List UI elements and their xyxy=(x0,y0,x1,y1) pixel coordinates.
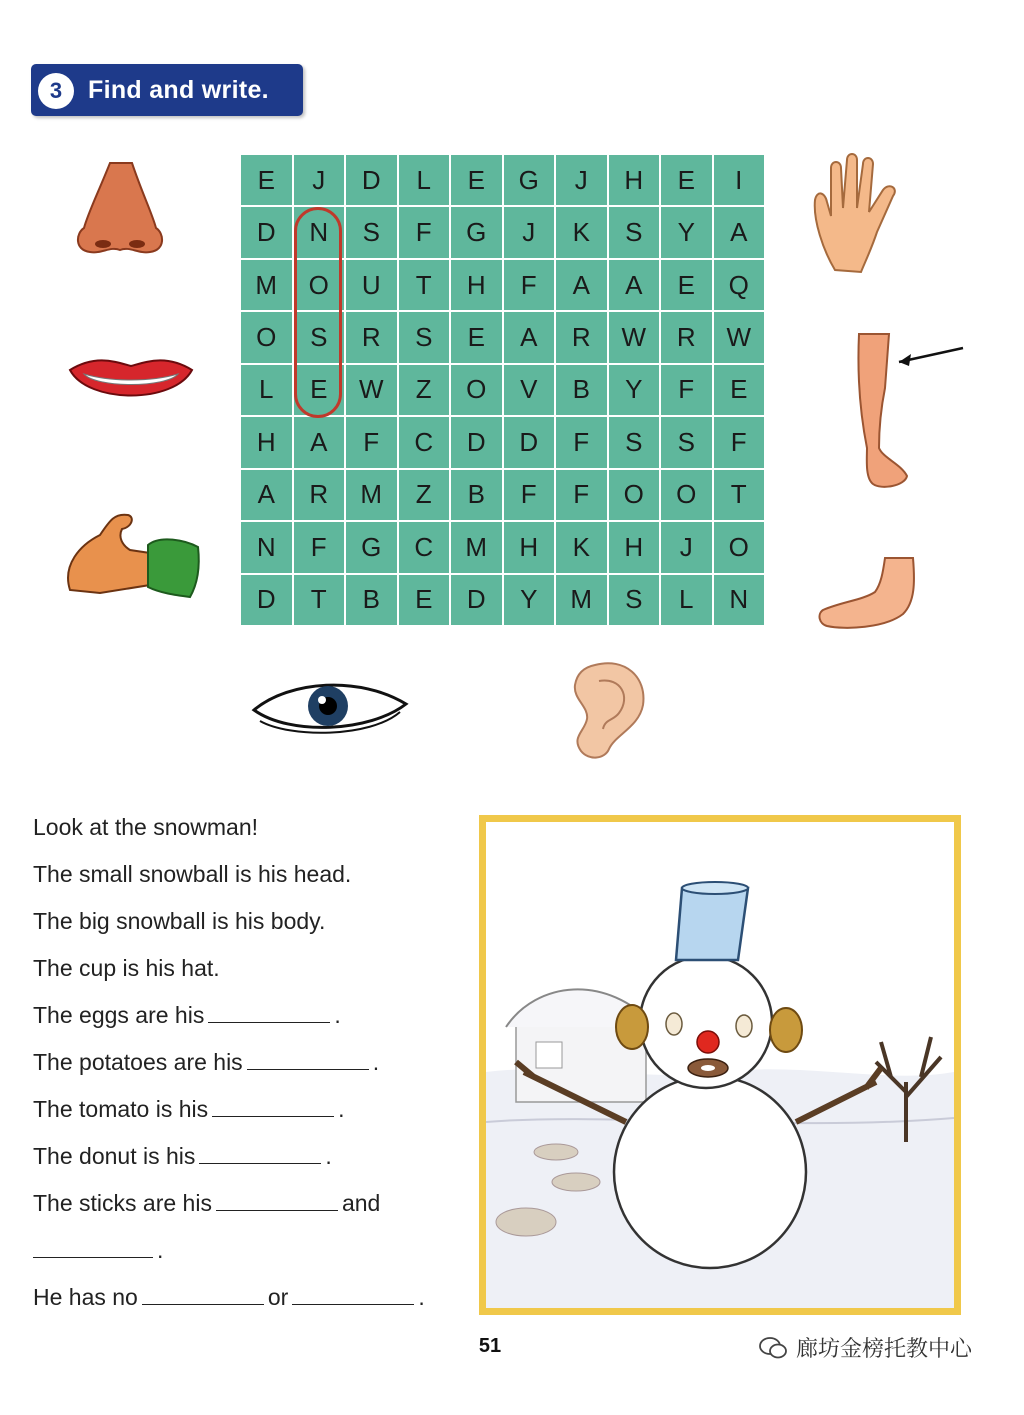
grid-cell: L xyxy=(241,365,292,415)
nose-icon xyxy=(70,158,170,258)
poem-line: He has no or . xyxy=(33,1284,425,1310)
arm-icon xyxy=(60,505,205,605)
exercise-title: Find and write. xyxy=(88,76,269,104)
grid-cell: R xyxy=(556,312,607,362)
grid-cell: M xyxy=(556,575,607,625)
poem-line: The tomato is his . xyxy=(33,1096,345,1122)
wechat-icon xyxy=(758,1335,788,1361)
grid-cell: G xyxy=(451,207,502,257)
eye-icon xyxy=(250,676,410,736)
grid-cell: A xyxy=(241,470,292,520)
grid-cell: Z xyxy=(399,470,450,520)
watermark-text: 廊坊金榜托教中心 xyxy=(796,1337,973,1362)
exercise-number: 3 xyxy=(38,73,74,109)
grid-cell: T xyxy=(714,470,765,520)
grid-cell: S xyxy=(399,312,450,362)
grid-cell: O xyxy=(451,365,502,415)
grid-cell: C xyxy=(399,417,450,467)
grid-cell: F xyxy=(294,522,345,572)
leg-icon xyxy=(845,328,970,496)
grid-cell: E xyxy=(451,155,502,205)
grid-cell: K xyxy=(556,522,607,572)
grid-cell: J xyxy=(294,155,345,205)
grid-cell: B xyxy=(451,470,502,520)
grid-cell: I xyxy=(714,155,765,205)
grid-cell: R xyxy=(294,470,345,520)
grid-cell: J xyxy=(661,522,712,572)
grid-cell: M xyxy=(451,522,502,572)
grid-cell: D xyxy=(504,417,555,467)
grid-cell: S xyxy=(609,207,660,257)
grid-cell: Y xyxy=(661,207,712,257)
foot-icon xyxy=(815,552,920,632)
grid-cell: O xyxy=(661,470,712,520)
grid-cell: E xyxy=(451,312,502,362)
grid-cell: T xyxy=(294,575,345,625)
grid-cell: O xyxy=(714,522,765,572)
grid-cell: M xyxy=(241,260,292,310)
watermark xyxy=(758,1332,972,1363)
grid-cell: Q xyxy=(714,260,765,310)
grid-cell: F xyxy=(504,260,555,310)
grid-cell: Y xyxy=(504,575,555,625)
grid-cell: D xyxy=(346,155,397,205)
grid-cell: C xyxy=(399,522,450,572)
hand-icon xyxy=(805,150,915,275)
grid-cell: H xyxy=(451,260,502,310)
grid-cell: S xyxy=(661,417,712,467)
grid-cell: F xyxy=(399,207,450,257)
grid-cell: H xyxy=(609,522,660,572)
grid-cell: N xyxy=(714,575,765,625)
grid-cell: E xyxy=(661,155,712,205)
grid-cell: W xyxy=(714,312,765,362)
poem-line: The donut is his . xyxy=(33,1143,332,1169)
answer-blank[interactable] xyxy=(247,1051,369,1070)
grid-cell: E xyxy=(294,365,345,415)
grid-cell: F xyxy=(504,470,555,520)
grid-cell: M xyxy=(346,470,397,520)
answer-blank[interactable] xyxy=(208,1004,330,1023)
grid-cell: K xyxy=(556,207,607,257)
answer-blank[interactable] xyxy=(142,1286,264,1305)
grid-cell: D xyxy=(241,575,292,625)
grid-cell: Y xyxy=(609,365,660,415)
grid-cell: E xyxy=(399,575,450,625)
grid-cell: U xyxy=(346,260,397,310)
mouth-icon xyxy=(66,352,196,412)
answer-blank[interactable] xyxy=(292,1286,414,1305)
grid-cell: R xyxy=(661,312,712,362)
grid-cell: Z xyxy=(399,365,450,415)
answer-blank[interactable] xyxy=(212,1098,334,1117)
poem-line: . xyxy=(33,1237,163,1264)
poem-line: The big snowball is his body. xyxy=(33,908,326,934)
grid-cell: A xyxy=(609,260,660,310)
answer-blank[interactable] xyxy=(216,1192,338,1211)
grid-cell: D xyxy=(241,207,292,257)
grid-cell: O xyxy=(241,312,292,362)
answer-blank[interactable] xyxy=(199,1145,321,1164)
grid-cell: L xyxy=(661,575,712,625)
poem-line: The eggs are his . xyxy=(33,1002,341,1028)
poem-line: Look at the snowman! xyxy=(33,814,259,840)
snowman-illustration xyxy=(486,822,954,1308)
page-number: 51 xyxy=(478,1335,502,1357)
ear-icon xyxy=(565,657,655,762)
grid-cell: V xyxy=(504,365,555,415)
grid-cell: W xyxy=(346,365,397,415)
poem-line: The potatoes are his . xyxy=(33,1049,380,1075)
grid-cell: H xyxy=(609,155,660,205)
grid-cell: O xyxy=(294,260,345,310)
grid-cell: B xyxy=(346,575,397,625)
answer-blank[interactable] xyxy=(33,1239,153,1258)
poem-line: The sticks are his and xyxy=(33,1190,381,1216)
grid-cell: N xyxy=(241,522,292,572)
grid-cell: J xyxy=(556,155,607,205)
grid-cell: H xyxy=(504,522,555,572)
grid-cell: T xyxy=(399,260,450,310)
grid-cell: G xyxy=(504,155,555,205)
poem-line: The small snowball is his head. xyxy=(33,861,352,887)
grid-cell: W xyxy=(609,312,660,362)
grid-cell: B xyxy=(556,365,607,415)
grid-cell: A xyxy=(714,207,765,257)
grid-cell: R xyxy=(346,312,397,362)
grid-cell: O xyxy=(609,470,660,520)
grid-cell: A xyxy=(504,312,555,362)
grid-cell: E xyxy=(661,260,712,310)
grid-cell: F xyxy=(556,470,607,520)
grid-cell: L xyxy=(399,155,450,205)
grid-cell: D xyxy=(451,417,502,467)
grid-cell: S xyxy=(294,312,345,362)
grid-cell: G xyxy=(346,522,397,572)
grid-cell: F xyxy=(556,417,607,467)
poem-line: The cup is his hat. xyxy=(33,955,220,981)
found-word-highlight xyxy=(294,207,342,418)
grid-cell: S xyxy=(609,575,660,625)
grid-cell: A xyxy=(294,417,345,467)
grid-cell: A xyxy=(556,260,607,310)
grid-cell: F xyxy=(714,417,765,467)
grid-cell: H xyxy=(241,417,292,467)
grid-cell: N xyxy=(294,207,345,257)
grid-cell: E xyxy=(714,365,765,415)
grid-cell: J xyxy=(504,207,555,257)
grid-cell: S xyxy=(346,207,397,257)
grid-cell: F xyxy=(661,365,712,415)
grid-cell: F xyxy=(346,417,397,467)
grid-cell: D xyxy=(451,575,502,625)
grid-cell: E xyxy=(241,155,292,205)
grid-cell: S xyxy=(609,417,660,467)
